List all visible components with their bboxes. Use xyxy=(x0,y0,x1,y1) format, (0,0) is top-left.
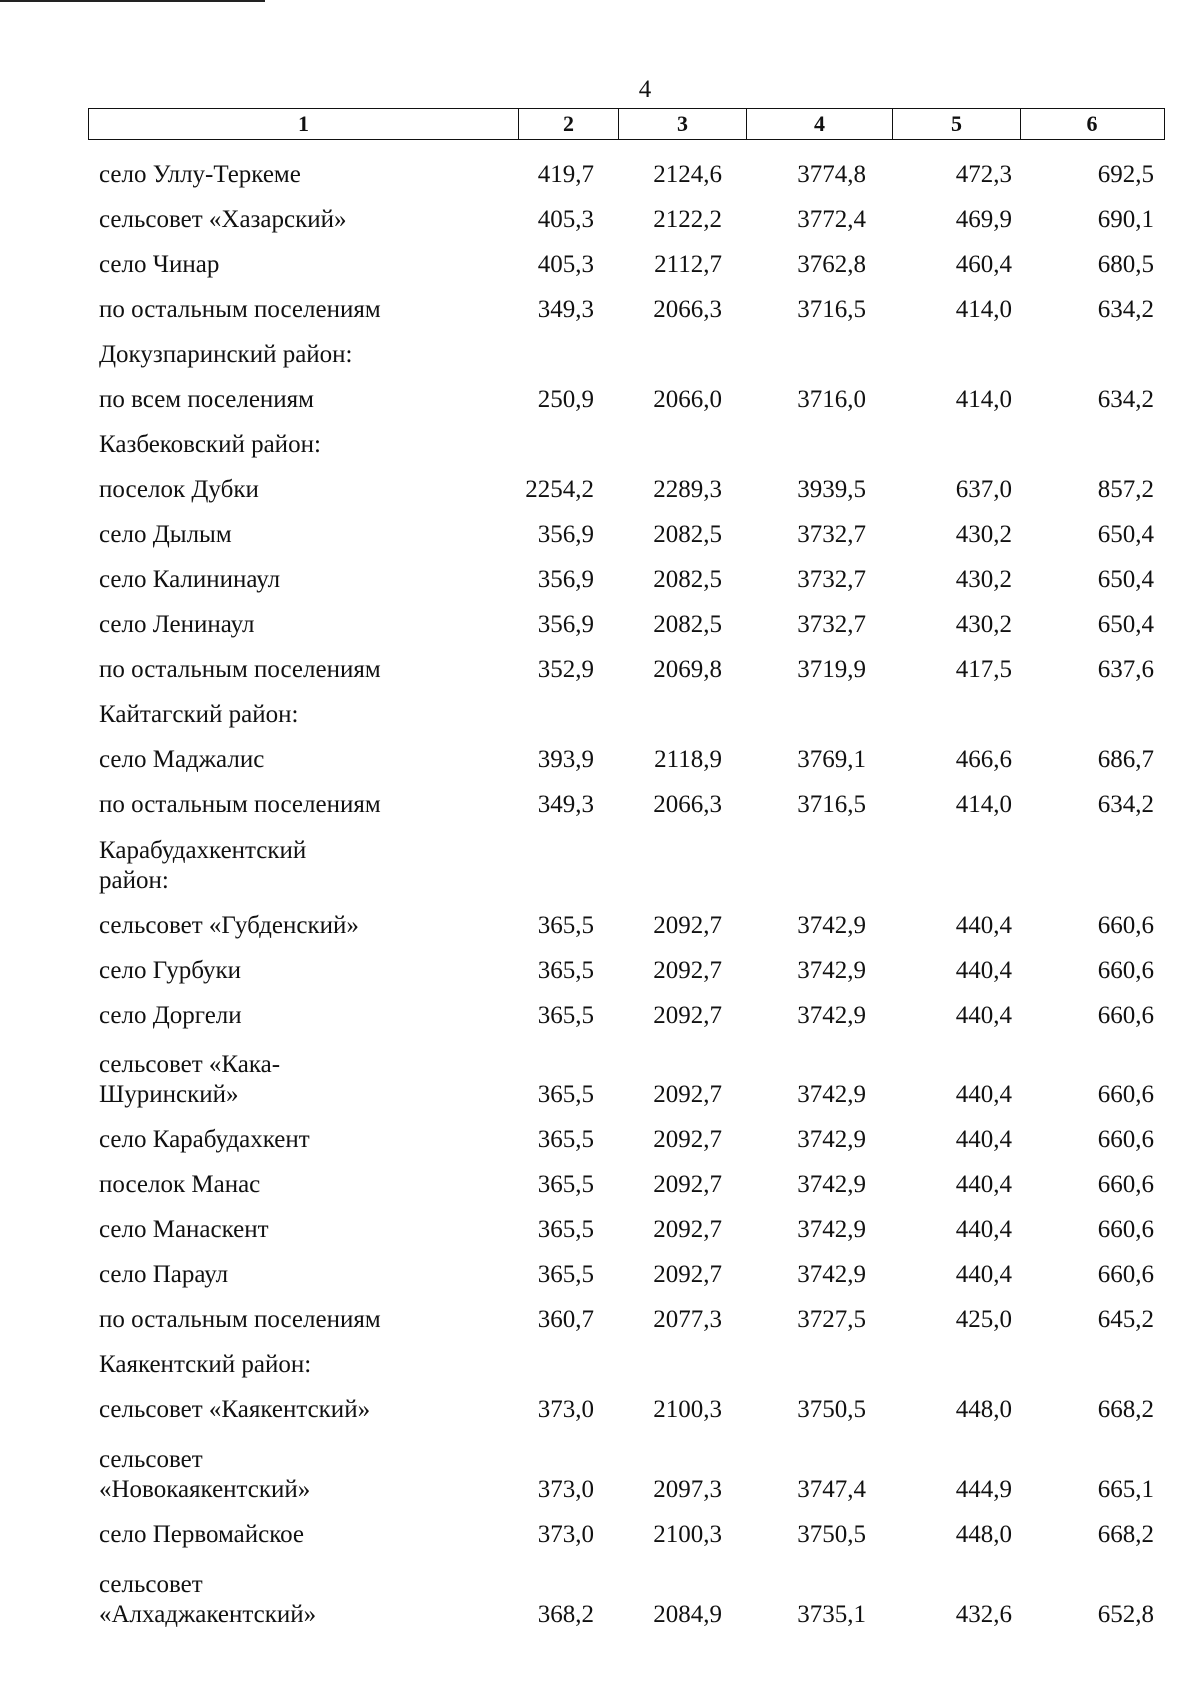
row-label-line: район: xyxy=(99,867,169,894)
value-col-3: 2077,3 xyxy=(653,1306,722,1333)
value-col-4: 3742,9 xyxy=(797,912,866,939)
row-label-line: село Чинар xyxy=(99,251,220,278)
row-label-line: село Параул xyxy=(99,1261,229,1288)
row-label-line: село Уллу-Теркеме xyxy=(99,161,301,188)
row-label xyxy=(99,160,459,190)
value-col-2: 356,9 xyxy=(537,611,594,638)
value-col-4: 3735,1 xyxy=(797,1601,866,1628)
value-col-3: 2084,9 xyxy=(653,1601,722,1628)
row-label-line: сельсовет xyxy=(99,1446,203,1473)
value-col-3: 2100,3 xyxy=(653,1521,722,1548)
value-col-2: 365,5 xyxy=(537,957,594,984)
row-label xyxy=(99,475,459,505)
header-col-2: 2 xyxy=(519,109,619,139)
row-label-line: село Маджалис xyxy=(99,746,265,773)
value-col-2: 250,9 xyxy=(537,386,594,413)
row-label-line: поселок Дубки xyxy=(99,476,259,503)
row-label-line: Карабудахкентский xyxy=(99,837,307,864)
value-col-2: 365,5 xyxy=(537,1126,594,1153)
header-col-5: 5 xyxy=(893,109,1021,139)
value-col-6: 660,6 xyxy=(1097,1002,1154,1029)
value-col-2: 365,5 xyxy=(537,912,594,939)
row-label-line: Каякентский район: xyxy=(99,1351,312,1378)
value-col-6: 660,6 xyxy=(1097,957,1154,984)
value-col-6: 660,6 xyxy=(1097,1081,1154,1108)
value-col-3: 2092,7 xyxy=(653,1261,722,1288)
row-label xyxy=(99,745,459,775)
value-col-5: 414,0 xyxy=(955,296,1012,323)
value-col-2: 365,5 xyxy=(537,1171,594,1198)
row-label xyxy=(99,385,459,415)
value-col-6: 650,4 xyxy=(1097,566,1154,593)
value-col-3: 2289,3 xyxy=(653,476,722,503)
row-label xyxy=(99,1001,459,1031)
value-col-5: 440,4 xyxy=(955,1261,1012,1288)
row-label-line: Казбековский район: xyxy=(99,431,321,458)
value-col-2: 352,9 xyxy=(537,656,594,683)
row-label-line: по остальным поселениям xyxy=(99,656,381,683)
value-col-6: 686,7 xyxy=(1097,746,1154,773)
value-col-5: 440,4 xyxy=(955,912,1012,939)
row-label-line: поселок Манас xyxy=(99,1171,261,1198)
row-label-line: «Новокаякентский» xyxy=(99,1476,311,1503)
row-label-line: Шуринский» xyxy=(99,1081,239,1108)
value-col-3: 2092,7 xyxy=(653,1081,722,1108)
row-label xyxy=(99,340,459,370)
value-col-6: 660,6 xyxy=(1097,1261,1154,1288)
value-col-4: 3769,1 xyxy=(797,746,866,773)
row-label xyxy=(99,956,459,986)
value-col-3: 2092,7 xyxy=(653,912,722,939)
row-label-line: село Доргели xyxy=(99,1002,242,1029)
value-col-5: 448,0 xyxy=(955,1521,1012,1548)
row-label-line: село Манаскент xyxy=(99,1216,269,1243)
value-col-2: 405,3 xyxy=(537,206,594,233)
value-col-4: 3716,5 xyxy=(797,791,866,818)
value-col-6: 650,4 xyxy=(1097,611,1154,638)
value-col-5: 430,2 xyxy=(955,611,1012,638)
value-col-5: 417,5 xyxy=(955,656,1012,683)
value-col-5: 440,4 xyxy=(955,957,1012,984)
row-label xyxy=(99,1520,459,1550)
row-label xyxy=(99,250,459,280)
row-label xyxy=(99,790,459,820)
value-col-3: 2112,7 xyxy=(654,251,722,278)
page-number: 4 xyxy=(638,76,652,103)
value-col-4: 3747,4 xyxy=(797,1476,866,1503)
value-col-5: 414,0 xyxy=(955,386,1012,413)
row-label xyxy=(99,1395,459,1425)
value-col-6: 634,2 xyxy=(1097,386,1154,413)
value-col-2: 365,5 xyxy=(537,1216,594,1243)
value-col-2: 365,5 xyxy=(537,1081,594,1108)
row-label-line: сельсовет «Хазарский» xyxy=(99,206,347,233)
value-col-2: 419,7 xyxy=(537,161,594,188)
value-col-3: 2124,6 xyxy=(653,161,722,188)
value-col-6: 660,6 xyxy=(1097,1216,1154,1243)
value-col-6: 660,6 xyxy=(1097,1126,1154,1153)
value-col-3: 2082,5 xyxy=(653,611,722,638)
value-col-5: 444,9 xyxy=(955,1476,1012,1503)
value-col-3: 2092,7 xyxy=(653,957,722,984)
row-label xyxy=(99,1570,459,1630)
value-col-5: 430,2 xyxy=(955,566,1012,593)
value-col-3: 2082,5 xyxy=(653,566,722,593)
row-label-line: сельсовет «Губденский» xyxy=(99,912,359,939)
row-label-line: по остальным поселениям xyxy=(99,296,381,323)
row-label-line: по остальным поселениям xyxy=(99,1306,381,1333)
value-col-2: 360,7 xyxy=(537,1306,594,1333)
value-col-5: 432,6 xyxy=(955,1601,1012,1628)
row-label-line: сельсовет «Кака- xyxy=(99,1051,281,1078)
row-label-line: село Ленинаул xyxy=(99,611,255,638)
value-col-6: 660,6 xyxy=(1097,1171,1154,1198)
row-label xyxy=(99,205,459,235)
row-label xyxy=(99,1260,459,1290)
value-col-2: 356,9 xyxy=(537,566,594,593)
row-label-line: Докузпаринский район: xyxy=(99,341,353,368)
row-label xyxy=(99,700,459,730)
row-label-line: село Дылым xyxy=(99,521,232,548)
value-col-4: 3774,8 xyxy=(797,161,866,188)
value-col-2: 356,9 xyxy=(537,521,594,548)
value-col-2: 349,3 xyxy=(537,296,594,323)
header-col-4: 4 xyxy=(747,109,893,139)
row-label-line: село Калининаул xyxy=(99,566,281,593)
value-col-3: 2100,3 xyxy=(653,1396,722,1423)
value-col-4: 3742,9 xyxy=(797,1171,866,1198)
value-col-4: 3732,7 xyxy=(797,611,866,638)
row-label-line: сельсовет xyxy=(99,1571,203,1598)
row-label xyxy=(99,1445,459,1505)
value-col-3: 2092,7 xyxy=(653,1171,722,1198)
value-col-5: 414,0 xyxy=(955,791,1012,818)
row-label xyxy=(99,655,459,685)
value-col-4: 3742,9 xyxy=(797,1081,866,1108)
value-col-4: 3719,9 xyxy=(797,656,866,683)
value-col-5: 448,0 xyxy=(955,1396,1012,1423)
value-col-4: 3716,0 xyxy=(797,386,866,413)
value-col-6: 660,6 xyxy=(1097,912,1154,939)
value-col-5: 460,4 xyxy=(955,251,1012,278)
value-col-6: 637,6 xyxy=(1097,656,1154,683)
value-col-4: 3716,5 xyxy=(797,296,866,323)
row-label xyxy=(99,610,459,640)
row-label xyxy=(99,1050,459,1110)
value-col-3: 2066,3 xyxy=(653,791,722,818)
value-col-5: 440,4 xyxy=(955,1002,1012,1029)
row-label xyxy=(99,836,459,896)
row-label-line: сельсовет «Каякентский» xyxy=(99,1396,371,1423)
value-col-3: 2118,9 xyxy=(654,746,722,773)
value-col-4: 3742,9 xyxy=(797,1216,866,1243)
header-col-1: 1 xyxy=(89,109,519,139)
value-col-3: 2092,7 xyxy=(653,1126,722,1153)
row-label xyxy=(99,1125,459,1155)
value-col-2: 373,0 xyxy=(537,1521,594,1548)
value-col-2: 405,3 xyxy=(537,251,594,278)
row-label-line: село Гурбуки xyxy=(99,957,242,984)
row-label xyxy=(99,1350,459,1380)
row-label-line: по остальным поселениям xyxy=(99,791,381,818)
value-col-6: 634,2 xyxy=(1097,296,1154,323)
row-label-line: село Первомайское xyxy=(99,1521,305,1548)
value-col-4: 3939,5 xyxy=(797,476,866,503)
value-col-3: 2082,5 xyxy=(653,521,722,548)
row-label-line: Кайтагский район: xyxy=(99,701,299,728)
value-col-6: 665,1 xyxy=(1097,1476,1154,1503)
value-col-6: 857,2 xyxy=(1097,476,1154,503)
value-col-6: 645,2 xyxy=(1097,1306,1154,1333)
value-col-4: 3772,4 xyxy=(797,206,866,233)
value-col-2: 393,9 xyxy=(537,746,594,773)
value-col-2: 373,0 xyxy=(537,1396,594,1423)
value-col-6: 650,4 xyxy=(1097,521,1154,548)
row-label xyxy=(99,1170,459,1200)
value-col-6: 680,5 xyxy=(1097,251,1154,278)
row-label-line: село Карабудахкент xyxy=(99,1126,310,1153)
value-col-4: 3732,7 xyxy=(797,521,866,548)
value-col-5: 430,2 xyxy=(955,521,1012,548)
value-col-5: 469,9 xyxy=(955,206,1012,233)
row-label-line: «Алхаджакентский» xyxy=(99,1601,317,1628)
value-col-2: 349,3 xyxy=(537,791,594,818)
value-col-3: 2069,8 xyxy=(653,656,722,683)
value-col-5: 440,4 xyxy=(955,1216,1012,1243)
row-label xyxy=(99,565,459,595)
value-col-4: 3762,8 xyxy=(797,251,866,278)
value-col-3: 2066,3 xyxy=(653,296,722,323)
value-col-2: 2254,2 xyxy=(525,476,594,503)
row-label xyxy=(99,1215,459,1245)
row-label-line: по всем поселениям xyxy=(99,386,315,413)
value-col-2: 365,5 xyxy=(537,1261,594,1288)
value-col-4: 3742,9 xyxy=(797,957,866,984)
value-col-4: 3732,7 xyxy=(797,566,866,593)
row-label xyxy=(99,295,459,325)
row-label xyxy=(99,1305,459,1335)
header-col-3: 3 xyxy=(619,109,747,139)
value-col-6: 652,8 xyxy=(1097,1601,1154,1628)
value-col-3: 2092,7 xyxy=(653,1002,722,1029)
value-col-4: 3742,9 xyxy=(797,1261,866,1288)
value-col-6: 690,1 xyxy=(1097,206,1154,233)
value-col-5: 440,4 xyxy=(955,1081,1012,1108)
row-label xyxy=(99,911,459,941)
value-col-5: 466,6 xyxy=(955,746,1012,773)
value-col-4: 3742,9 xyxy=(797,1126,866,1153)
value-col-3: 2092,7 xyxy=(653,1216,722,1243)
value-col-4: 3750,5 xyxy=(797,1396,866,1423)
row-label xyxy=(99,520,459,550)
value-col-3: 2097,3 xyxy=(653,1476,722,1503)
header-col-6: 6 xyxy=(1086,111,1098,136)
value-col-3: 2122,2 xyxy=(653,206,722,233)
value-col-5: 637,0 xyxy=(955,476,1012,503)
value-col-6: 668,2 xyxy=(1097,1396,1154,1423)
value-col-2: 368,2 xyxy=(537,1601,594,1628)
value-col-4: 3750,5 xyxy=(797,1521,866,1548)
value-col-4: 3742,9 xyxy=(797,1002,866,1029)
value-col-2: 373,0 xyxy=(537,1476,594,1503)
value-col-6: 668,2 xyxy=(1097,1521,1154,1548)
value-col-5: 440,4 xyxy=(955,1171,1012,1198)
value-col-5: 472,3 xyxy=(955,161,1012,188)
row-label xyxy=(99,430,459,460)
value-col-6: 634,2 xyxy=(1097,791,1154,818)
value-col-6: 692,5 xyxy=(1097,161,1154,188)
value-col-5: 440,4 xyxy=(955,1126,1012,1153)
value-col-5: 425,0 xyxy=(955,1306,1012,1333)
value-col-4: 3727,5 xyxy=(797,1306,866,1333)
value-col-2: 365,5 xyxy=(537,1002,594,1029)
value-col-3: 2066,0 xyxy=(653,386,722,413)
